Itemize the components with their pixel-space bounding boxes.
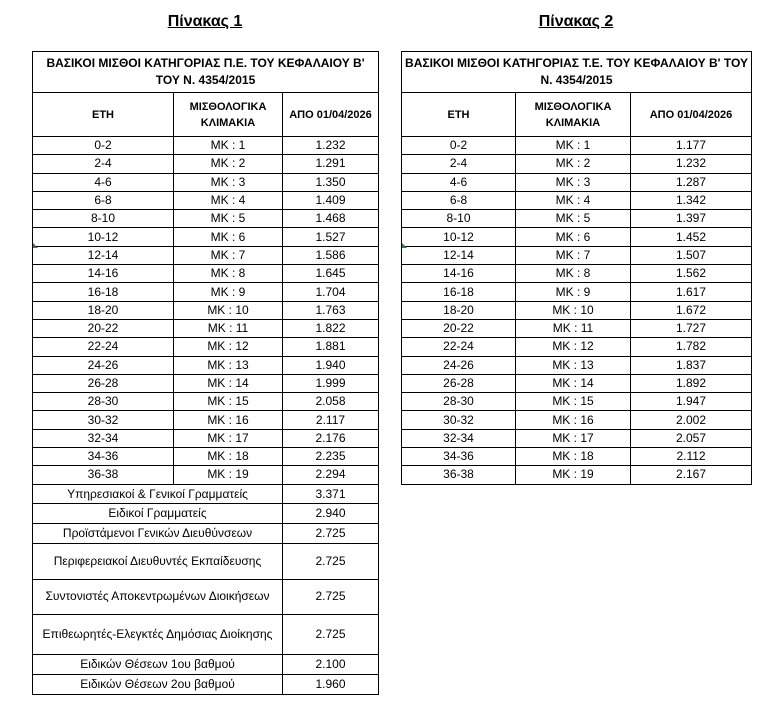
salary-cell: 2.725 <box>283 544 379 580</box>
grade-cell: ΜΚ : 19 <box>174 466 283 484</box>
grade-cell: ΜΚ : 11 <box>516 319 631 337</box>
position-cell: Ειδικών Θέσεων 1ου βαθμού <box>33 655 283 675</box>
grade-cell: ΜΚ : 4 <box>516 191 631 209</box>
salary-cell: 1.452 <box>631 228 752 246</box>
table-row <box>402 429 752 447</box>
salary-cell: 2.725 <box>283 524 379 544</box>
grade-cell: ΜΚ : 9 <box>174 283 283 301</box>
grade-cell: ΜΚ : 10 <box>516 301 631 319</box>
years-cell: 6-8 <box>33 191 174 209</box>
years-cell: 36-38 <box>33 466 174 484</box>
table-row <box>402 301 752 319</box>
table2-header-years: ΕΤΗ <box>402 93 516 137</box>
years-cell: 8-10 <box>402 210 516 228</box>
salary-cell: 1.342 <box>631 191 752 209</box>
salary-cell: 1.960 <box>283 674 379 694</box>
table-row <box>402 155 752 173</box>
salary-cell: 3.371 <box>283 484 379 504</box>
salary-cell: 1.409 <box>283 191 379 209</box>
salary-cell: 1.507 <box>631 246 752 264</box>
years-cell: 24-26 <box>402 356 516 374</box>
salary-cell: 2.725 <box>283 579 379 615</box>
years-cell: 16-18 <box>402 283 516 301</box>
position-cell: Υπηρεσιακοί & Γενικοί Γραμματείς <box>33 484 283 504</box>
salary-cell: 2.725 <box>283 615 379 655</box>
table-row <box>33 228 379 246</box>
grade-cell: ΜΚ : 18 <box>516 448 631 466</box>
grade-cell: ΜΚ : 6 <box>174 228 283 246</box>
table-row <box>33 579 379 615</box>
grade-cell: ΜΚ : 2 <box>174 155 283 173</box>
salary-cell: 2.167 <box>631 466 752 484</box>
salary-cell: 1.940 <box>283 356 379 374</box>
salary-cell: 1.763 <box>283 301 379 319</box>
cell-note-marker <box>33 243 38 248</box>
grade-cell: ΜΚ : 7 <box>174 246 283 264</box>
grade-cell: ΜΚ : 7 <box>516 246 631 264</box>
table-row <box>33 411 379 429</box>
grade-cell: ΜΚ : 12 <box>174 338 283 356</box>
years-cell: 32-34 <box>33 429 174 447</box>
table-row <box>33 210 379 228</box>
years-cell: 14-16 <box>402 265 516 283</box>
years-cell: 30-32 <box>402 411 516 429</box>
salary-cell: 2.176 <box>283 429 379 447</box>
table-row <box>33 655 379 675</box>
years-cell: 26-28 <box>402 374 516 392</box>
grade-cell: ΜΚ : 8 <box>516 265 631 283</box>
years-cell: 6-8 <box>402 191 516 209</box>
years-cell: 8-10 <box>33 210 174 228</box>
years-cell: 20-22 <box>33 319 174 337</box>
table-row <box>402 319 752 337</box>
grade-cell: ΜΚ : 4 <box>174 191 283 209</box>
salary-cell: 1.287 <box>631 173 752 191</box>
salary-cell: 1.468 <box>283 210 379 228</box>
grade-cell: ΜΚ : 15 <box>516 393 631 411</box>
table-row <box>33 265 379 283</box>
salary-cell: 1.397 <box>631 210 752 228</box>
salary-cell: 1.527 <box>283 228 379 246</box>
salary-cell: 1.881 <box>283 338 379 356</box>
grade-cell: ΜΚ : 10 <box>174 301 283 319</box>
table-row <box>402 356 752 374</box>
years-cell: 24-26 <box>33 356 174 374</box>
salary-cell: 1.822 <box>283 319 379 337</box>
salary-cell: 1.704 <box>283 283 379 301</box>
years-cell: 36-38 <box>402 466 516 484</box>
position-cell: Ειδικών Θέσεων 2ου βαθμού <box>33 674 283 694</box>
table-row <box>33 524 379 544</box>
grade-cell: ΜΚ : 13 <box>174 356 283 374</box>
grade-cell: ΜΚ : 5 <box>516 210 631 228</box>
table-row <box>33 429 379 447</box>
salary-cell: 1.291 <box>283 155 379 173</box>
grade-cell: ΜΚ : 11 <box>174 319 283 337</box>
grade-cell: ΜΚ : 16 <box>516 411 631 429</box>
table-row <box>33 615 379 655</box>
salary-cell: 2.112 <box>631 448 752 466</box>
table2-header-grades: ΜΙΣΘΟΛΟΓΙΚΑ ΚΛΙΜΑΚΙΑ <box>516 93 631 137</box>
salary-cell: 1.617 <box>631 283 752 301</box>
table-row <box>33 393 379 411</box>
grade-cell: ΜΚ : 8 <box>174 265 283 283</box>
table1-header-grades: ΜΙΣΘΟΛΟΓΙΚΑ ΚΛΙΜΑΚΙΑ <box>174 93 283 137</box>
table-row <box>402 411 752 429</box>
years-cell: 26-28 <box>33 374 174 392</box>
salary-cell: 2.002 <box>631 411 752 429</box>
grade-cell: ΜΚ : 6 <box>516 228 631 246</box>
table-row <box>402 191 752 209</box>
grade-cell: ΜΚ : 15 <box>174 393 283 411</box>
years-cell: 10-12 <box>33 228 174 246</box>
grade-cell: ΜΚ : 1 <box>174 137 283 155</box>
table-row <box>33 448 379 466</box>
grade-cell: ΜΚ : 16 <box>174 411 283 429</box>
grade-cell: ΜΚ : 5 <box>174 210 283 228</box>
table-row <box>33 466 379 484</box>
years-cell: 4-6 <box>402 173 516 191</box>
salary-cell: 1.837 <box>631 356 752 374</box>
salary-cell: 1.727 <box>631 319 752 337</box>
table-row <box>33 504 379 524</box>
table-row <box>33 283 379 301</box>
table1-header-salary: ΑΠΟ 01/04/2026 <box>283 93 379 137</box>
table-row <box>402 265 752 283</box>
years-cell: 34-36 <box>402 448 516 466</box>
years-cell: 12-14 <box>402 246 516 264</box>
salary-cell: 2.940 <box>283 504 379 524</box>
grade-cell: ΜΚ : 17 <box>516 429 631 447</box>
years-cell: 4-6 <box>33 173 174 191</box>
table-row <box>33 356 379 374</box>
table-row <box>33 544 379 580</box>
table-row <box>33 374 379 392</box>
years-cell: 10-12 <box>402 228 516 246</box>
salary-cell: 2.100 <box>283 655 379 675</box>
grade-cell: ΜΚ : 3 <box>174 173 283 191</box>
position-cell: Προϊστάμενοι Γενικών Διευθύνσεων <box>33 524 283 544</box>
salary-cell: 2.057 <box>631 429 752 447</box>
grade-cell: ΜΚ : 19 <box>516 466 631 484</box>
grade-cell: ΜΚ : 13 <box>516 356 631 374</box>
years-cell: 14-16 <box>33 265 174 283</box>
cell-note-marker <box>402 243 407 248</box>
table2-title: ΒΑΣΙΚΟΙ ΜΙΣΘΟΙ ΚΑΤΗΓΟΡΙΑΣ Τ.Ε. ΤΟΥ ΚΕΦΑΛΑΙΟΥ Β' ΤΟΥ Ν. 4354/2015 <box>402 52 752 93</box>
salary-cell: 1.999 <box>283 374 379 392</box>
grade-cell: ΜΚ : 14 <box>516 374 631 392</box>
table-row <box>402 374 752 392</box>
table2-caption: Πίνακας 2 <box>538 13 614 30</box>
years-cell: 34-36 <box>33 448 174 466</box>
salary-cell: 1.232 <box>283 137 379 155</box>
salary-cell: 1.672 <box>631 301 752 319</box>
grade-cell: ΜΚ : 18 <box>174 448 283 466</box>
salary-cell: 1.586 <box>283 246 379 264</box>
table-row <box>33 155 379 173</box>
years-cell: 12-14 <box>33 246 174 264</box>
salary-cell: 1.562 <box>631 265 752 283</box>
salary-table-te <box>401 51 752 485</box>
grade-cell: ΜΚ : 1 <box>516 137 631 155</box>
table-row <box>33 137 379 155</box>
years-cell: 18-20 <box>33 301 174 319</box>
years-cell: 2-4 <box>33 155 174 173</box>
salary-cell: 1.232 <box>631 155 752 173</box>
salary-cell: 1.782 <box>631 338 752 356</box>
years-cell: 18-20 <box>402 301 516 319</box>
years-cell: 0-2 <box>33 137 174 155</box>
table-row <box>402 393 752 411</box>
table2-header-salary: ΑΠΟ 01/04/2026 <box>631 93 752 137</box>
table-row <box>402 448 752 466</box>
salary-cell: 1.350 <box>283 173 379 191</box>
table-row <box>33 246 379 264</box>
salary-cell: 1.645 <box>283 265 379 283</box>
table1-title: ΒΑΣΙΚΟΙ ΜΙΣΘΟΙ ΚΑΤΗΓΟΡΙΑΣ Π.Ε. ΤΟΥ ΚΕΦΑΛΑΙΟΥ Β' ΤΟΥ Ν. 4354/2015 <box>33 52 379 93</box>
salary-cell: 2.058 <box>283 393 379 411</box>
grade-cell: ΜΚ : 12 <box>516 338 631 356</box>
table1-caption: Πίνακας 1 <box>167 13 243 30</box>
years-cell: 22-24 <box>33 338 174 356</box>
table-row <box>402 137 752 155</box>
years-cell: 28-30 <box>402 393 516 411</box>
position-cell: Ειδικοί Γραμματείς <box>33 504 283 524</box>
position-cell: Επιθεωρητές-Ελεγκτές Δημόσιας Διοίκησης <box>33 615 283 655</box>
years-cell: 2-4 <box>402 155 516 173</box>
years-cell: 32-34 <box>402 429 516 447</box>
salary-cell: 1.947 <box>631 393 752 411</box>
salary-table-pe <box>32 51 379 695</box>
salary-cell: 2.235 <box>283 448 379 466</box>
salary-cell: 1.177 <box>631 137 752 155</box>
table-row <box>33 301 379 319</box>
grade-cell: ΜΚ : 3 <box>516 173 631 191</box>
position-cell: Περιφερειακοί Διευθυντές Εκπαίδευσης <box>33 544 283 580</box>
grade-cell: ΜΚ : 14 <box>174 374 283 392</box>
years-cell: 22-24 <box>402 338 516 356</box>
grade-cell: ΜΚ : 17 <box>174 429 283 447</box>
salary-cell: 2.117 <box>283 411 379 429</box>
years-cell: 30-32 <box>33 411 174 429</box>
table-row <box>33 173 379 191</box>
position-cell: Συντονιστές Αποκεντρωμένων Διοικήσεων <box>33 579 283 615</box>
table-row <box>402 173 752 191</box>
table1-header-years: ΕΤΗ <box>33 93 174 137</box>
table-row <box>402 283 752 301</box>
table-row <box>33 319 379 337</box>
grade-cell: ΜΚ : 9 <box>516 283 631 301</box>
years-cell: 28-30 <box>33 393 174 411</box>
years-cell: 0-2 <box>402 137 516 155</box>
table-row <box>402 246 752 264</box>
table-row <box>402 466 752 484</box>
salary-cell: 2.294 <box>283 466 379 484</box>
table-row <box>402 210 752 228</box>
table-row <box>33 484 379 504</box>
table-row <box>33 338 379 356</box>
table-row <box>402 228 752 246</box>
years-cell: 20-22 <box>402 319 516 337</box>
grade-cell: ΜΚ : 2 <box>516 155 631 173</box>
table-row <box>33 674 379 694</box>
table-row <box>33 191 379 209</box>
salary-cell: 1.892 <box>631 374 752 392</box>
table-row <box>402 338 752 356</box>
years-cell: 16-18 <box>33 283 174 301</box>
